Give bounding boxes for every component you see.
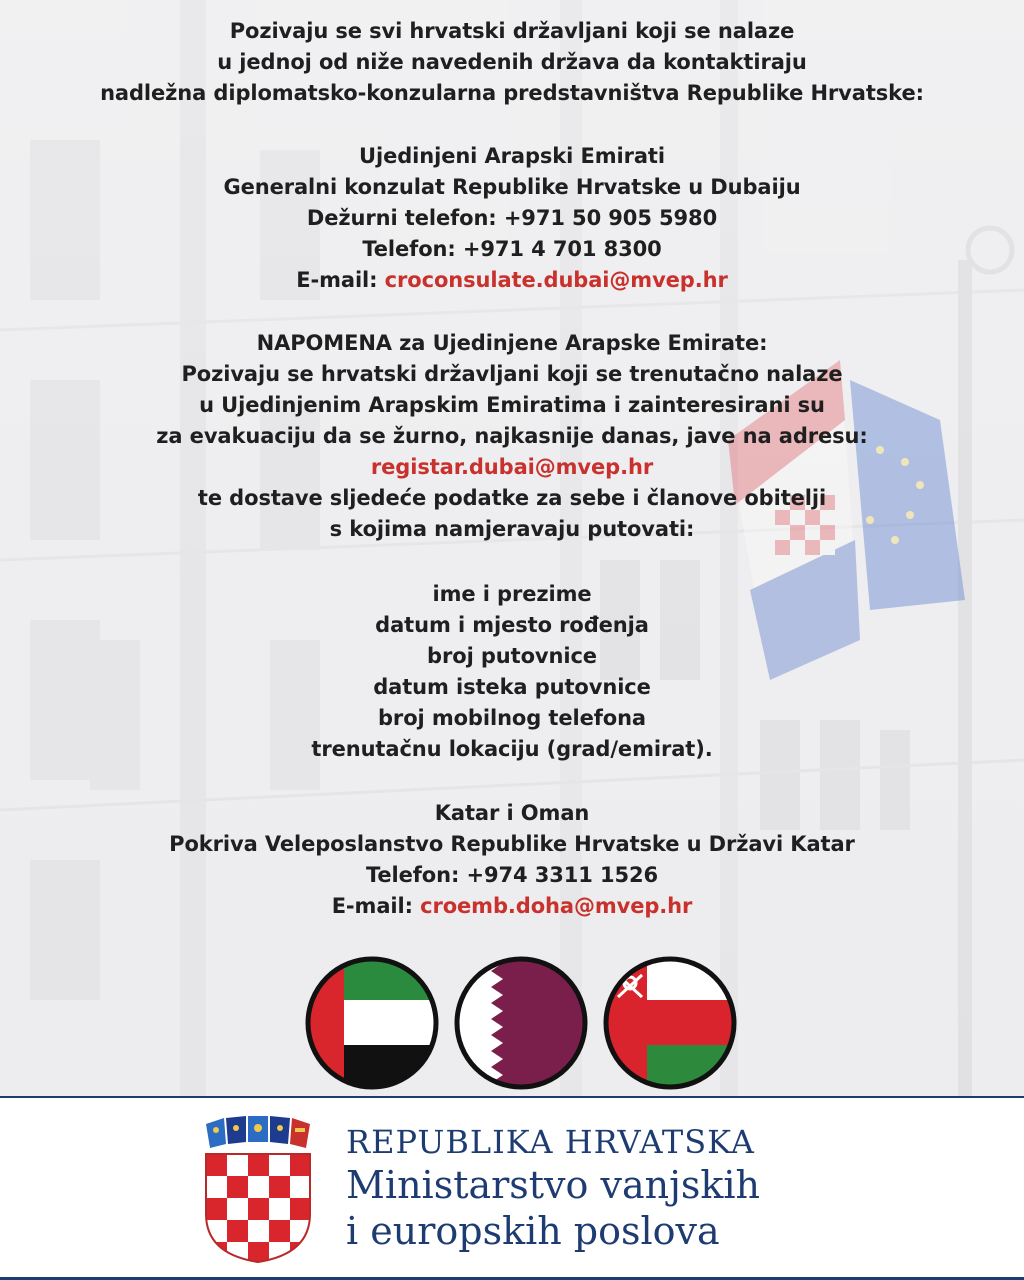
qatar-country: Katar i Oman	[434, 801, 590, 825]
qatar-flag-icon	[453, 955, 589, 1091]
data-list	[0, 579, 1024, 765]
qatar-email-line	[0, 891, 1024, 922]
note-line: u Ujedinjenim Arapskim Emiratima i zainteresirani su	[199, 393, 825, 417]
footer-ministry	[0, 1096, 1024, 1280]
intro-line: u jednoj od niže navedenih država da kontaktiraju	[217, 50, 807, 74]
qatar-office: Pokriva Veleposlanstvo Republike Hrvatske u Državi Katar	[169, 832, 855, 856]
list-item: datum i mjesto rođenja	[375, 613, 649, 637]
croatian-coat-of-arms-icon	[200, 1114, 316, 1264]
flags-row	[0, 955, 1024, 1091]
uae-flag-icon	[304, 955, 440, 1091]
note-line: za evakuaciju da se žurno, najkasnije danas, jave na adresu:	[156, 424, 868, 448]
list-item: broj mobilnog telefona	[378, 706, 646, 730]
qatar-contact	[0, 798, 1024, 922]
list-item: datum isteka putovnice	[373, 675, 651, 699]
note-heading: NAPOMENA za Ujedinjene Arapske Emirate:	[256, 331, 768, 355]
intro-line: nadležna diplomatsko-konzularna predstavništva Republike Hrvatske:	[100, 81, 924, 105]
list-item: trenutačnu lokaciju (grad/emirat).	[311, 737, 713, 761]
intro-line: Pozivaju se svi hrvatski državljani koji se nalaze	[229, 19, 795, 43]
uae-office: Generalni konzulat Republike Hrvatske u Dubaiju	[223, 175, 801, 199]
oman-flag-icon	[602, 955, 738, 1091]
intro-text	[0, 16, 1024, 109]
note-email-link[interactable]: registar.dubai@mvep.hr	[370, 455, 654, 479]
note-line: Pozivaju se hrvatski državljani koji se trenutačno nalaze	[181, 362, 843, 386]
qatar-phone: Telefon: +974 3311 1526	[365, 863, 659, 887]
note-line: s kojima namjeravaju putovati:	[329, 517, 695, 541]
ministry-line-2: i europskih poslova	[346, 1209, 720, 1253]
note-block	[0, 328, 1024, 545]
qatar-email-link[interactable]: croemb.doha@mvep.hr	[420, 894, 693, 918]
uae-phone: Telefon: +971 4 701 8300	[362, 237, 662, 261]
uae-duty-phone: Dežurni telefon: +971 50 905 5980	[306, 206, 718, 230]
ministry-line-1: Ministarstvo vanjskih	[346, 1163, 761, 1207]
uae-country: Ujedinjeni Arapski Emirati	[359, 144, 665, 168]
uae-contact	[0, 141, 1024, 296]
list-item: broj putovnice	[427, 644, 597, 668]
uae-email-link[interactable]: croconsulate.dubai@mvep.hr	[384, 268, 728, 292]
note-line: te dostave sljedeće podatke za sebe i članove obitelji	[197, 486, 827, 510]
uae-email-label: E-mail:	[296, 268, 385, 292]
uae-email-line	[0, 265, 1024, 296]
republika-hrvatska-title: REPUBLIKA HRVATSKA	[346, 1123, 755, 1161]
ministry-name	[346, 1122, 760, 1254]
list-item: ime i prezime	[432, 582, 592, 606]
qatar-email-label: E-mail:	[331, 894, 421, 918]
